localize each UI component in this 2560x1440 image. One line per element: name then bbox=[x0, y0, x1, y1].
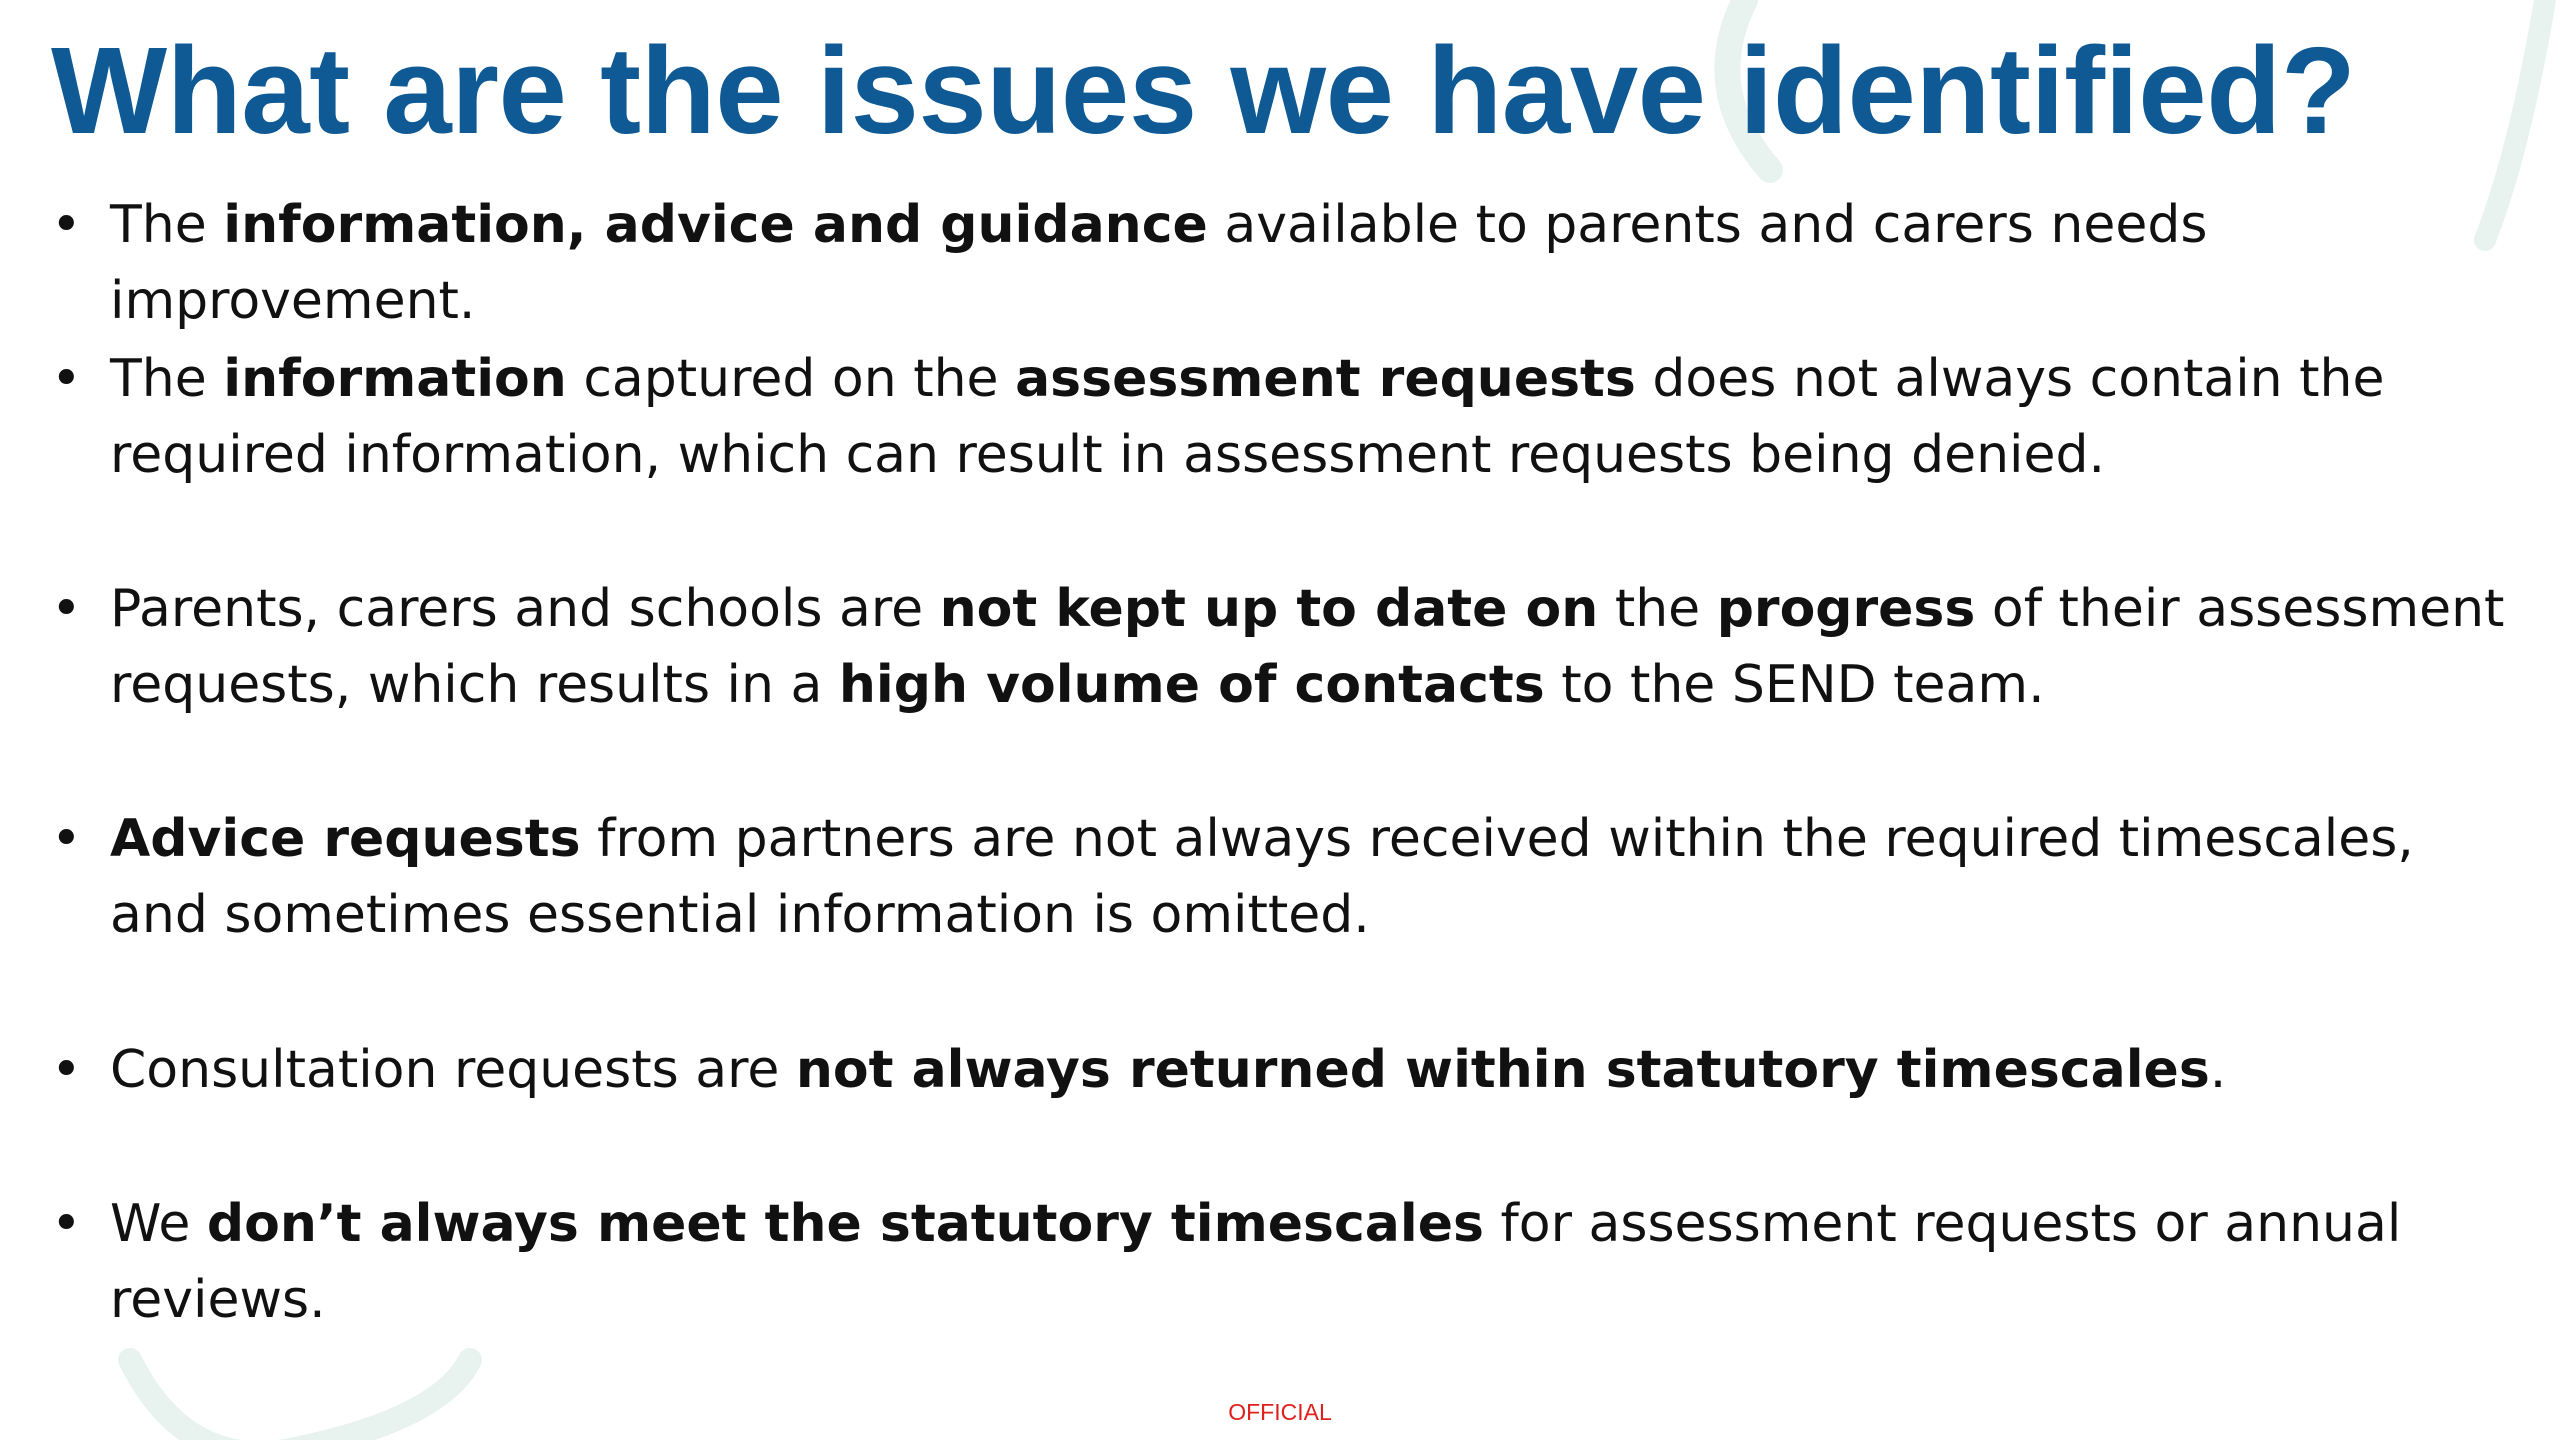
issue-text: The bbox=[110, 349, 224, 409]
issue-text: of their assessment requests, which results in a bbox=[110, 579, 2505, 715]
issue-item bbox=[51, 341, 2510, 493]
issue-text: The bbox=[110, 195, 224, 255]
issue-text: We bbox=[110, 1194, 207, 1254]
issue-text-bold: progress bbox=[1716, 579, 1976, 639]
issue-item bbox=[51, 571, 2510, 723]
issue-text: from partners are not always received within the required timescales, and sometimes essential information is omitted. bbox=[110, 809, 2414, 945]
issue-text-bold: high volume of contacts bbox=[838, 655, 1545, 715]
issue-item bbox=[51, 801, 2510, 953]
issue-text: . bbox=[2209, 1040, 2227, 1100]
issue-item bbox=[51, 1186, 2510, 1338]
slide-title: What are the issues we have identified? bbox=[51, 23, 2356, 160]
issue-text-bold: assessment requests bbox=[1015, 349, 1636, 409]
issue-text: does not always contain the required information, which can result in assessment requests being denied. bbox=[110, 349, 2385, 485]
issue-text: Parents, carers and schools are bbox=[110, 579, 940, 639]
classification-label: OFFICIAL bbox=[1228, 1399, 1332, 1425]
issue-text: available to parents and carers needs improvement. bbox=[110, 195, 2208, 331]
issue-text-bold: not kept up to date on bbox=[939, 579, 1599, 639]
issue-item bbox=[51, 187, 2510, 339]
issue-text: for assessment requests or annual reviews. bbox=[110, 1194, 2402, 1330]
issue-text-bold: not always returned within statutory timescales bbox=[795, 1040, 2210, 1100]
bullet-marker: • bbox=[51, 579, 82, 639]
bullet-marker: • bbox=[51, 809, 82, 869]
bullet-marker: • bbox=[51, 1194, 82, 1254]
issue-text-bold: Advice requests bbox=[110, 809, 581, 869]
bullet-marker: • bbox=[51, 349, 82, 409]
issue-text-bold: information, advice and guidance bbox=[223, 195, 1208, 255]
bullet-marker: • bbox=[51, 195, 82, 255]
issue-text: Consultation requests are bbox=[110, 1040, 796, 1100]
bullet-marker: • bbox=[51, 1040, 82, 1100]
issue-text: to the SEND team. bbox=[1544, 655, 2045, 715]
issue-text-bold: information bbox=[223, 349, 567, 409]
issue-text: the bbox=[1598, 579, 1717, 639]
issue-text-bold: don’t always meet the statutory timescales bbox=[206, 1194, 1484, 1254]
issue-text: captured on the bbox=[566, 349, 1016, 409]
issue-item bbox=[51, 1032, 2510, 1108]
